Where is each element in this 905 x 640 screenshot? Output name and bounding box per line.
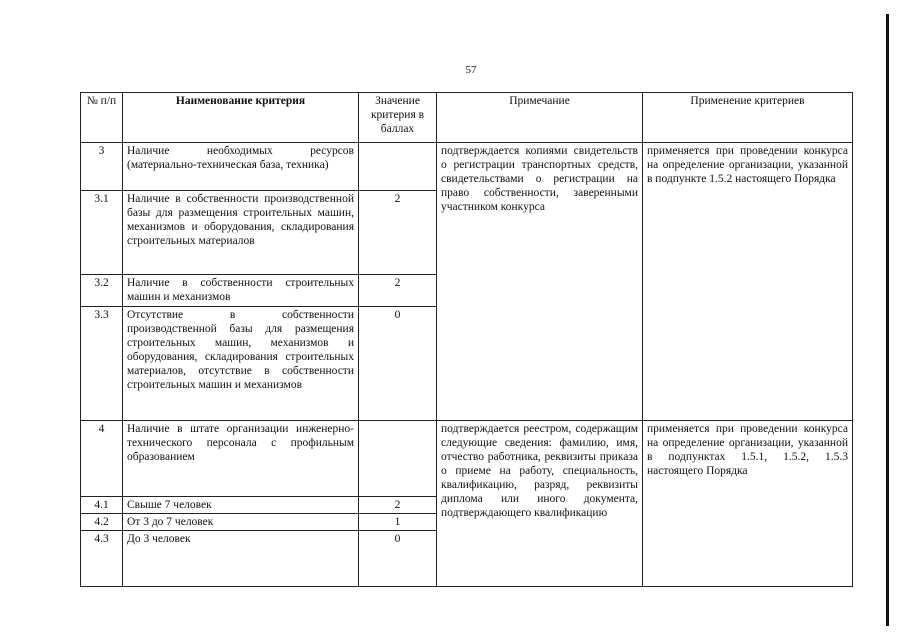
row-score: [359, 421, 437, 497]
row-name: Свыше 7 человек: [123, 497, 359, 514]
row-name: Наличие в штате организации инженерно-технического персонала с профильным образованием: [123, 421, 359, 497]
row-num: 3.3: [81, 307, 123, 421]
header-note: Примечание: [437, 93, 643, 143]
row-num: 4.3: [81, 531, 123, 587]
row-num: 3.1: [81, 191, 123, 275]
criteria-table: [80, 92, 853, 587]
row-score: 2: [359, 191, 437, 275]
note-group-3: подтверждается копиями свидетельств о регистрации транспортных средств, свидетельствами о регистрации на право собственности, заверенными участником конкурса: [437, 143, 643, 421]
row-name: От 3 до 7 человек: [123, 514, 359, 531]
row-name: Отсутствие в собственности производственной базы для размещения строительных машин, механизмов и оборудования, складирования строительных материалов, отсутствие в собственности строительных машин и механизмов: [123, 307, 359, 421]
row-score: 0: [359, 531, 437, 587]
application-group-3: применяется при проведении конкурса на определение организации, указанной в подпункте 1.5.2 настоящего Порядка: [643, 143, 853, 421]
note-group-4: подтверждается реестром, содержащим следующие сведения: фамилию, имя, отчество работника, реквизиты приказа о приеме на работу, специальность, квалификацию, разряд, реквизиты диплома или иного документа, подтверждающего квалификацию: [437, 421, 643, 587]
row-name: До 3 человек: [123, 531, 359, 587]
table-row: [81, 143, 853, 191]
header-num: № п/п: [81, 93, 123, 143]
row-score: [359, 143, 437, 191]
header-score: Значение критерия в баллах: [359, 93, 437, 143]
application-group-4: применяется при проведении конкурса на определение организации, указанной в подпунктах 1.5.1, 1.5.2, 1.5.3 настоящего Порядка: [643, 421, 853, 587]
page-edge-bar: [886, 14, 889, 626]
row-num: 4: [81, 421, 123, 497]
row-num: 4.2: [81, 514, 123, 531]
row-name: Наличие необходимых ресурсов (материально-техническая база, техника): [123, 143, 359, 191]
row-name: Наличие в собственности производственной базы для размещения строительных машин, механизмов и оборудования, складирования строительных материалов: [123, 191, 359, 275]
row-num: 3.2: [81, 275, 123, 307]
header-name: Наименование критерия: [123, 93, 359, 143]
row-num: 4.1: [81, 497, 123, 514]
row-score: 0: [359, 307, 437, 421]
row-num: 3: [81, 143, 123, 191]
row-score: 2: [359, 497, 437, 514]
row-score: 1: [359, 514, 437, 531]
header-application: Применение критериев: [643, 93, 853, 143]
row-score: 2: [359, 275, 437, 307]
table-row: [81, 421, 853, 497]
row-name: Наличие в собственности строительных машин и механизмов: [123, 275, 359, 307]
page-number: 57: [465, 64, 477, 76]
table-header-row: [81, 93, 853, 143]
